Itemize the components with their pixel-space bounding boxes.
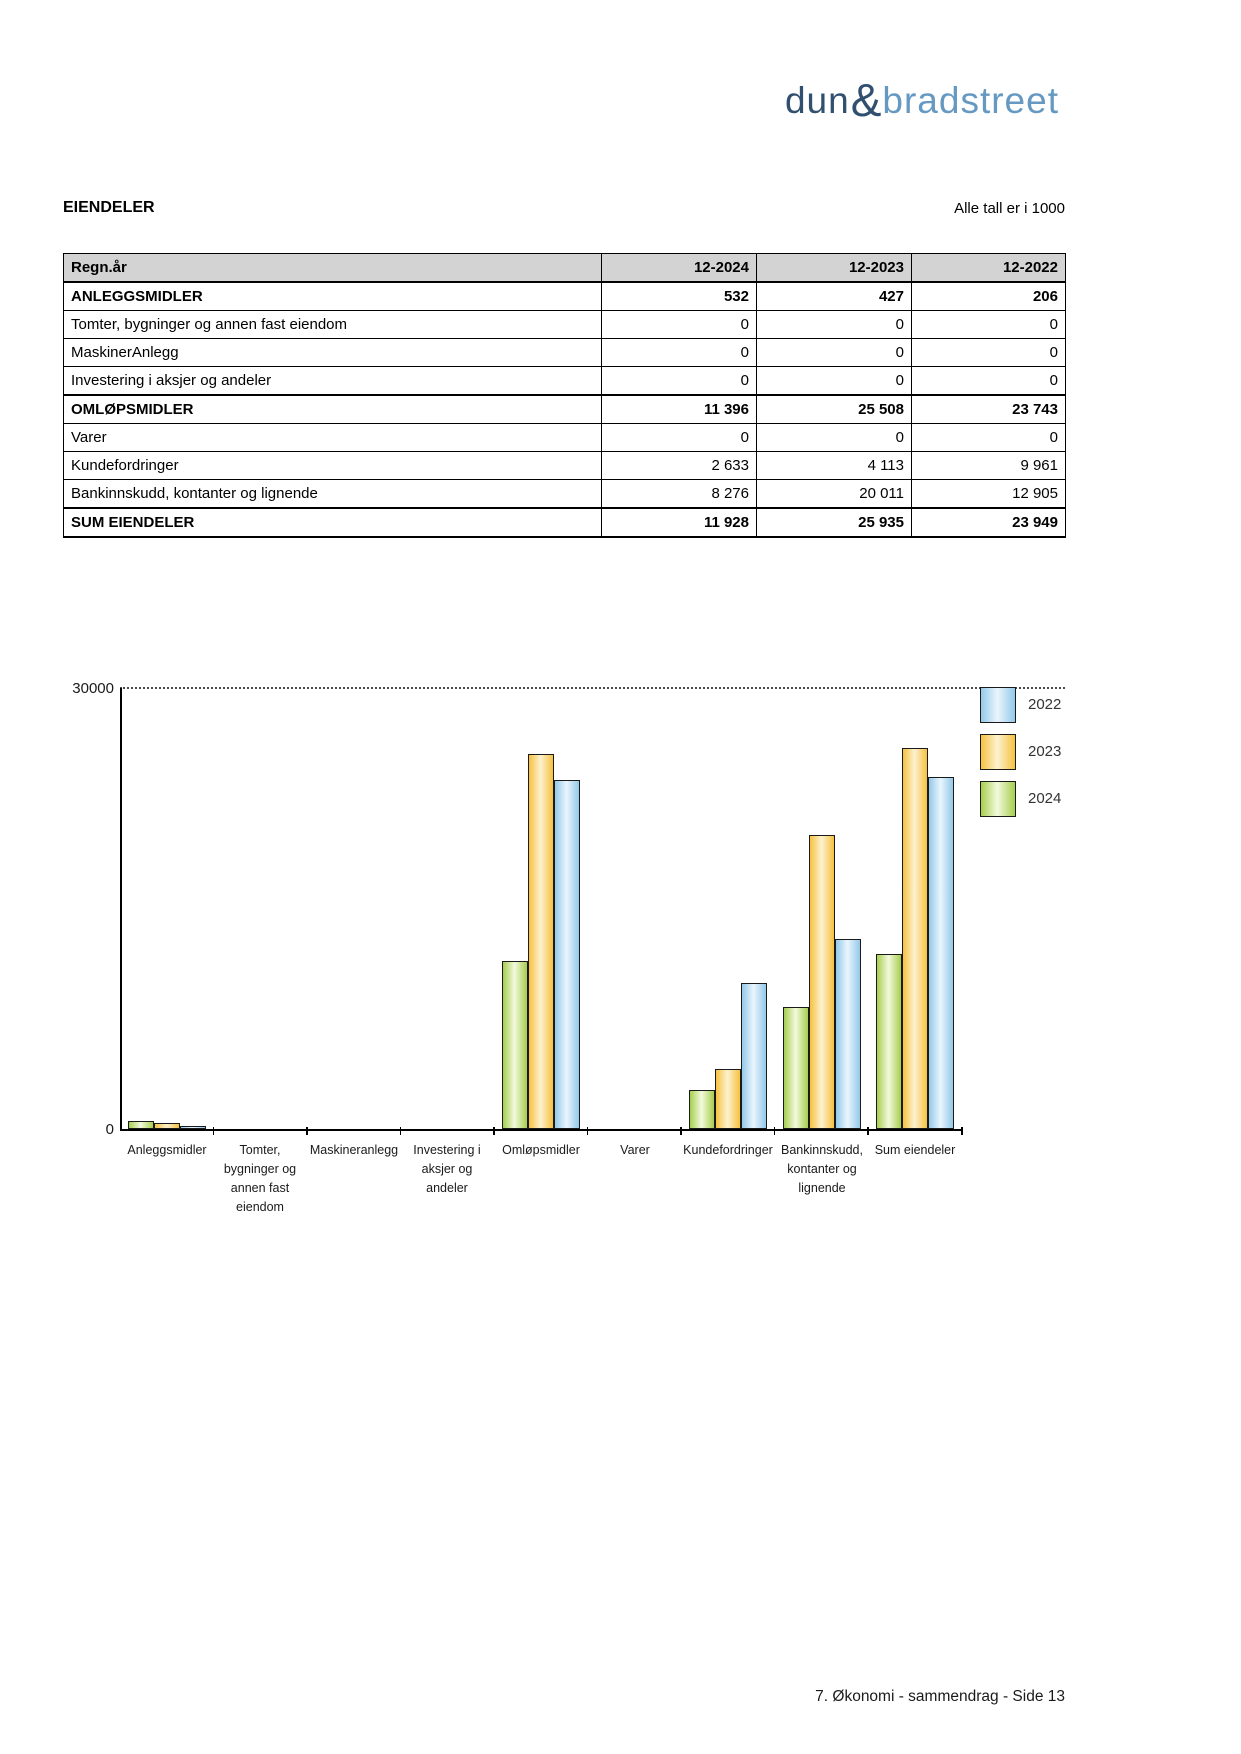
- col-header-regnar: Regn.år: [64, 254, 602, 283]
- x-category-label-line: eiendom: [236, 1200, 284, 1214]
- legend-swatch-2024: [980, 781, 1016, 817]
- x-category-label: [570, 1141, 700, 1160]
- table-row: [64, 395, 1066, 424]
- x-category-label: [102, 1141, 232, 1160]
- col-header-12-2024: 12-2024: [602, 254, 757, 283]
- x-category-label-line: Anleggsmidler: [127, 1143, 207, 1157]
- col-header-12-2023: 12-2023: [757, 254, 912, 283]
- table-row: [64, 367, 1066, 396]
- logo-text-bradstreet: bradstreet: [882, 80, 1059, 121]
- row-label: OMLØPSMIDLER: [64, 395, 602, 424]
- row-value: 0: [602, 339, 757, 367]
- assets-table: [63, 253, 1066, 538]
- row-value: 8 276: [602, 480, 757, 509]
- x-axis-tick: [493, 1127, 495, 1135]
- bar-2023: [154, 1123, 180, 1129]
- row-label: ANLEGGSMIDLER: [64, 282, 602, 311]
- bar-2022: [180, 1126, 206, 1129]
- logo-text-dun: dun: [784, 80, 850, 121]
- grid-line-30000: [120, 687, 1065, 689]
- bar-2024: [783, 1007, 809, 1129]
- x-category-label-line: Omløpsmidler: [502, 1143, 580, 1157]
- row-value: 0: [912, 339, 1066, 367]
- section-title: EIENDELER: [63, 199, 155, 216]
- row-value: 11 928: [602, 508, 757, 537]
- row-value: 4 113: [757, 452, 912, 480]
- row-value: 0: [912, 424, 1066, 452]
- x-axis-tick: [400, 1127, 402, 1135]
- row-value: 25 935: [757, 508, 912, 537]
- x-category-label-line: Sum eiendeler: [874, 1143, 956, 1157]
- bar-2023: [528, 754, 554, 1129]
- bar-2023: [715, 1069, 741, 1129]
- x-category-label: [382, 1141, 512, 1198]
- row-value: 532: [602, 282, 757, 311]
- x-category-label: [663, 1141, 793, 1160]
- x-category-label-line: Kundefordringer: [683, 1143, 773, 1157]
- row-label: Varer: [64, 424, 602, 452]
- x-axis: [120, 1129, 962, 1131]
- row-value: 0: [602, 311, 757, 339]
- bar-2022: [928, 777, 954, 1129]
- table-row: [64, 452, 1066, 480]
- ampersand-icon: &: [850, 74, 882, 126]
- table-header-row: [64, 254, 1066, 283]
- row-value: 0: [602, 367, 757, 396]
- row-label: Bankinnskudd, kontanter og lignende: [64, 480, 602, 509]
- x-category-label: [476, 1141, 606, 1160]
- row-value: 23 949: [912, 508, 1066, 537]
- x-axis-tick: [680, 1127, 682, 1135]
- row-value: 0: [757, 424, 912, 452]
- row-value: 0: [602, 424, 757, 452]
- legend-label-2023: 2023: [1028, 743, 1062, 760]
- y-axis: [120, 688, 122, 1129]
- x-category-label-line: Tomter,: [239, 1143, 281, 1157]
- legend-label-2022: 2022: [1028, 696, 1062, 713]
- x-category-label-line: andeler: [426, 1181, 468, 1195]
- row-value: 0: [757, 367, 912, 396]
- x-axis-tick: [587, 1127, 589, 1135]
- x-axis-tick: [961, 1127, 963, 1135]
- x-category-label-line: kontanter og: [787, 1162, 857, 1176]
- x-category-label-line: Bankinnskudd,: [780, 1143, 863, 1157]
- x-category-label-line: bygninger og: [223, 1162, 297, 1176]
- row-label: Kundefordringer: [64, 452, 602, 480]
- page-footer: 7. Økonomi - sammendrag - Side 13: [815, 1688, 1065, 1705]
- x-category-label-line: aksjer og: [421, 1162, 473, 1176]
- x-axis-tick: [213, 1127, 215, 1135]
- row-label: Investering i aksjer og andeler: [64, 367, 602, 396]
- x-axis-tick: [306, 1127, 308, 1135]
- x-category-label-line: Maskineranlegg: [309, 1143, 399, 1157]
- bar-2022: [741, 983, 767, 1129]
- bar-2024: [689, 1090, 715, 1129]
- row-value: 0: [912, 311, 1066, 339]
- bar-2022: [554, 780, 580, 1129]
- table-row: [64, 424, 1066, 452]
- x-category-label-line: Investering i: [413, 1143, 481, 1157]
- table-row: [64, 339, 1066, 367]
- row-value: 11 396: [602, 395, 757, 424]
- table-row: [64, 311, 1066, 339]
- legend-swatch-2023: [980, 734, 1016, 770]
- row-value: 206: [912, 282, 1066, 311]
- row-value: 25 508: [757, 395, 912, 424]
- x-category-label-line: Varer: [620, 1143, 650, 1157]
- row-value: 9 961: [912, 452, 1066, 480]
- row-value: 0: [757, 311, 912, 339]
- bar-2023: [809, 835, 835, 1129]
- row-value: 12 905: [912, 480, 1066, 509]
- bar-2024: [876, 954, 902, 1129]
- x-category-label: [850, 1141, 980, 1160]
- x-category-label-line: lignende: [798, 1181, 846, 1195]
- row-value: 427: [757, 282, 912, 311]
- legend-label-2024: 2024: [1028, 790, 1062, 807]
- x-category-label: [195, 1141, 325, 1217]
- row-value: 2 633: [602, 452, 757, 480]
- dun-bradstreet-logo: [785, 70, 1059, 124]
- x-axis-tick: [867, 1127, 869, 1135]
- legend-swatch-2022: [980, 687, 1016, 723]
- col-header-12-2022: 12-2022: [912, 254, 1066, 283]
- table-row: [64, 480, 1066, 509]
- x-axis-tick: [774, 1127, 776, 1135]
- bar-2024: [502, 961, 528, 1129]
- x-category-label: [757, 1141, 887, 1198]
- row-value: 0: [912, 367, 1066, 396]
- row-label: Tomter, bygninger og annen fast eiendom: [64, 311, 602, 339]
- row-value: 0: [757, 339, 912, 367]
- table-row: [64, 282, 1066, 311]
- bar-2024: [128, 1121, 154, 1129]
- y-tick-label-max: 30000: [72, 680, 114, 697]
- bar-2023: [902, 748, 928, 1129]
- x-category-label-line: annen fast: [230, 1181, 290, 1195]
- row-label: MaskinerAnlegg: [64, 339, 602, 367]
- row-value: 20 011: [757, 480, 912, 509]
- row-value: 23 743: [912, 395, 1066, 424]
- x-category-label: [289, 1141, 419, 1160]
- bar-2022: [835, 939, 861, 1129]
- y-tick-label-zero: 0: [105, 1121, 114, 1138]
- row-label: SUM EIENDELER: [64, 508, 602, 537]
- table-row: [64, 508, 1066, 537]
- units-note: Alle tall er i 1000: [954, 200, 1065, 217]
